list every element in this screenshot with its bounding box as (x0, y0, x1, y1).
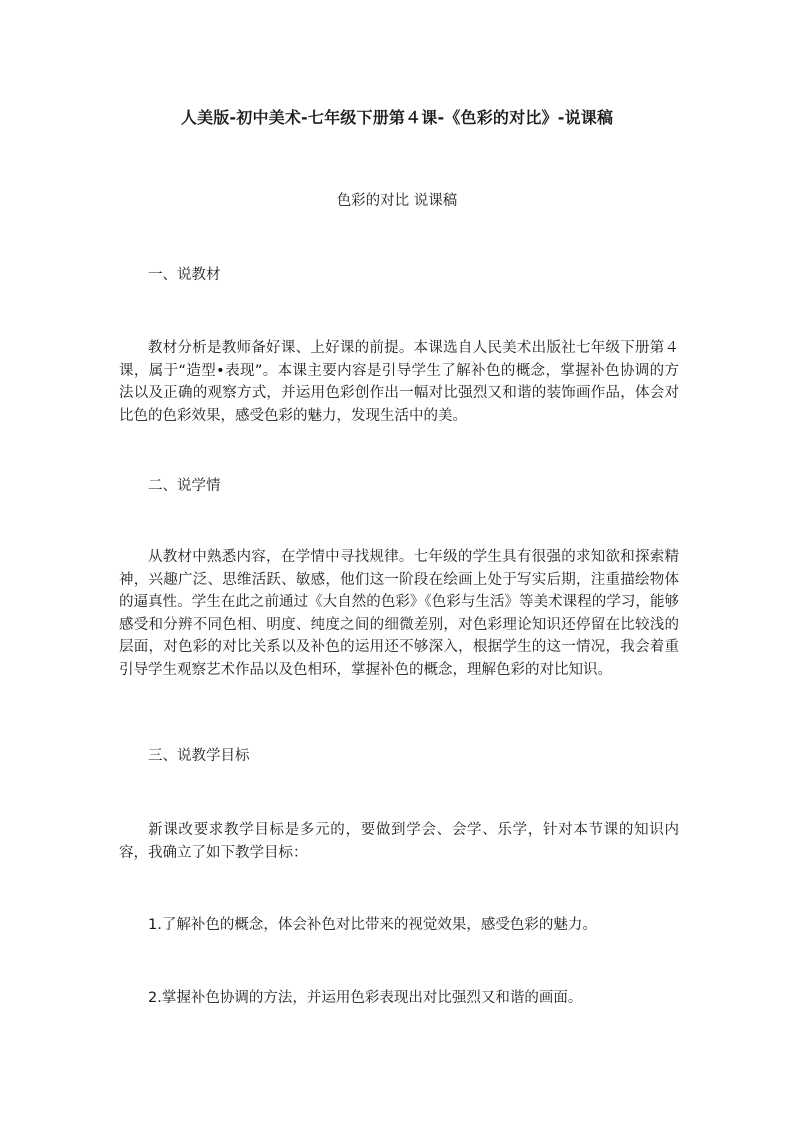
objective-item: 1.了解补色的概念，体会补色对比带来的视觉效果，感受色彩的魅力。 (148, 917, 597, 933)
objective-item: 2.掌握补色协调的方法，并运用色彩表现出对比强烈又和谐的画面。 (148, 990, 583, 1006)
section-paragraph-textbook: 教材分析是教师备好课、上好课的前提。本课选自人民美术出版社七年级下册第４课，属于“造型•表现”。本课主要内容是引导学生了解补色的概念，掌握补色协调的方法以及正确的观察方式，并运用色彩创作出一幅对比强烈又和谐的装饰画作品，体会对比色的色彩效果，感受色彩的魅力，发现生活中的美。 (119, 340, 679, 424)
document-subtitle: 色彩的对比 说课稿 (336, 193, 458, 209)
section-paragraph-students: 从教材中熟悉内容，在学情中寻找规律。七年级的学生具有很强的求知欲和探索精神，兴趣广泛、思维活跃、敏感，他们这一阶段在绘画上处于写实后期，注重描绘物体的逼真性。学生在此之前通过《大自然的色彩》《色彩与生活》等美术课程的学习，能够感受和分辨不同色相、明度、纯度之间的细微差别，对色彩理论知识还停留在比较浅的层面，对色彩的对比关系以及补色的运用还不够深入，根据学生的这一情况，我会着重引导学生观察艺术作品以及色相环，掌握补色的概念，理解色彩的对比知识。 (119, 549, 679, 678)
section-paragraph-objectives: 新课改要求教学目标是多元的，要做到学会、会学、乐学，针对本节课的知识内容，我确立了如下教学目标： (119, 822, 679, 861)
section-heading-students: 二、说学情 (148, 478, 221, 494)
document-title: 人美版-初中美术-七年级下册第４课-《色彩的对比》-说课稿 (180, 108, 614, 127)
section-heading-textbook: 一、说教材 (148, 267, 221, 283)
section-heading-objectives: 三、说教学目标 (148, 748, 250, 764)
